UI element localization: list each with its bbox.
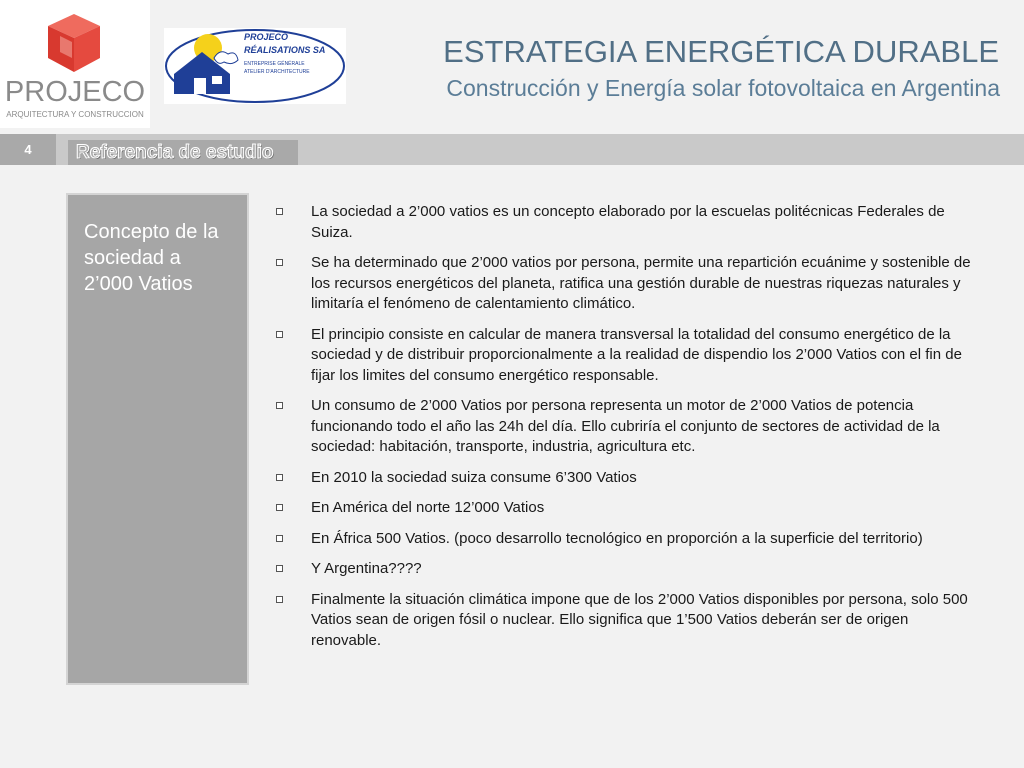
square-bullet-icon [276,402,283,409]
list-item [275,396,975,458]
red-cube-icon [44,12,104,74]
square-bullet-icon [276,208,283,215]
page-number: 4 [0,134,56,165]
square-bullet-icon [276,259,283,266]
list-item [275,253,975,315]
projeco-realisations-logo [164,28,346,104]
list-item [275,590,975,652]
list-item [275,468,975,489]
sidebar-title: Concepto de la sociedad a 2’000 Vatios [84,221,219,295]
list-item-text: Se ha determinado que 2’000 vatios por persona, permite una repartición ecuánime y sostenible de los recursos energéticos del planeta, ratifica una gestión durable de nuestras riquezas naturales y limitaría el fenómeno de calentamiento climático. [311,254,971,312]
square-bullet-icon [276,596,283,603]
list-item-text: Un consumo de 2’000 Vatios por persona representa un motor de 2’000 Vatios de potencia funcionando todo el año las 24h del día. Ello cubriría el conjunto de sectores de actividad de la sociedad: habitación, transporte, industria, agricultura etc. [311,397,940,455]
page-title: ESTRATEGIA ENERGÉTICA DURABLE [443,34,999,69]
bullet-list [275,202,975,661]
list-item [275,529,975,550]
list-item [275,202,975,243]
list-item-text: En 2010 la sociedad suiza consume 6’300 Vatios [311,468,637,486]
logo-wordmark: PROJECO [4,76,146,108]
square-bullet-icon [276,474,283,481]
page-subtitle: Construcción y Energía solar fotovoltaica en Argentina [446,75,1000,101]
projeco-logo [0,0,150,128]
list-item-text: El principio consiste en calcular de manera transversal la totalidad del consumo energético de la sociedad y de distribuir proporcionalmente a la realidad de dispendio los 2’000 Vatios con el fin de fijar los limites del consumo energético responsable. [311,325,962,384]
list-item-text: En África 500 Vatios. (poco desarrollo tecnológico en proporción a la superficie del territorio) [311,529,923,547]
square-bullet-icon [276,535,283,542]
logo2-line2: RÉALISATIONS SA [244,45,326,55]
square-bullet-icon [276,504,283,511]
list-item [275,498,975,519]
logo2-line3: ENTREPRISE GÉNÉRALE [244,61,305,67]
logo2-line1: PROJECO [244,32,289,42]
list-item [275,325,975,387]
logo2-line4: ATELIER D'ARCHITECTURE [244,69,310,75]
list-item-text: Y Argentina???? [311,560,422,577]
list-item-text: La sociedad a 2’000 vatios es un concepto elaborado por la escuelas politécnicas Federales de Suiza. [311,203,945,241]
square-bullet-icon [276,331,283,338]
list-item [275,559,975,580]
square-bullet-icon [276,565,283,572]
logo-tagline: ARQUITECTURA Y CONSTRUCCION [6,110,144,119]
list-item-text: Finalmente la situación climática impone que de los 2’000 Vatios disponibles por persona, solo 500 Vatios sean de origen fósil o nuclear. Ello significa que 1’500 Vatios deberán ser de origen renovable. [311,590,968,649]
concept-sidebar [66,193,249,685]
section-label: Referencia de estudio [76,142,274,163]
list-item-text: En América del norte 12’000 Vatios [311,499,545,516]
